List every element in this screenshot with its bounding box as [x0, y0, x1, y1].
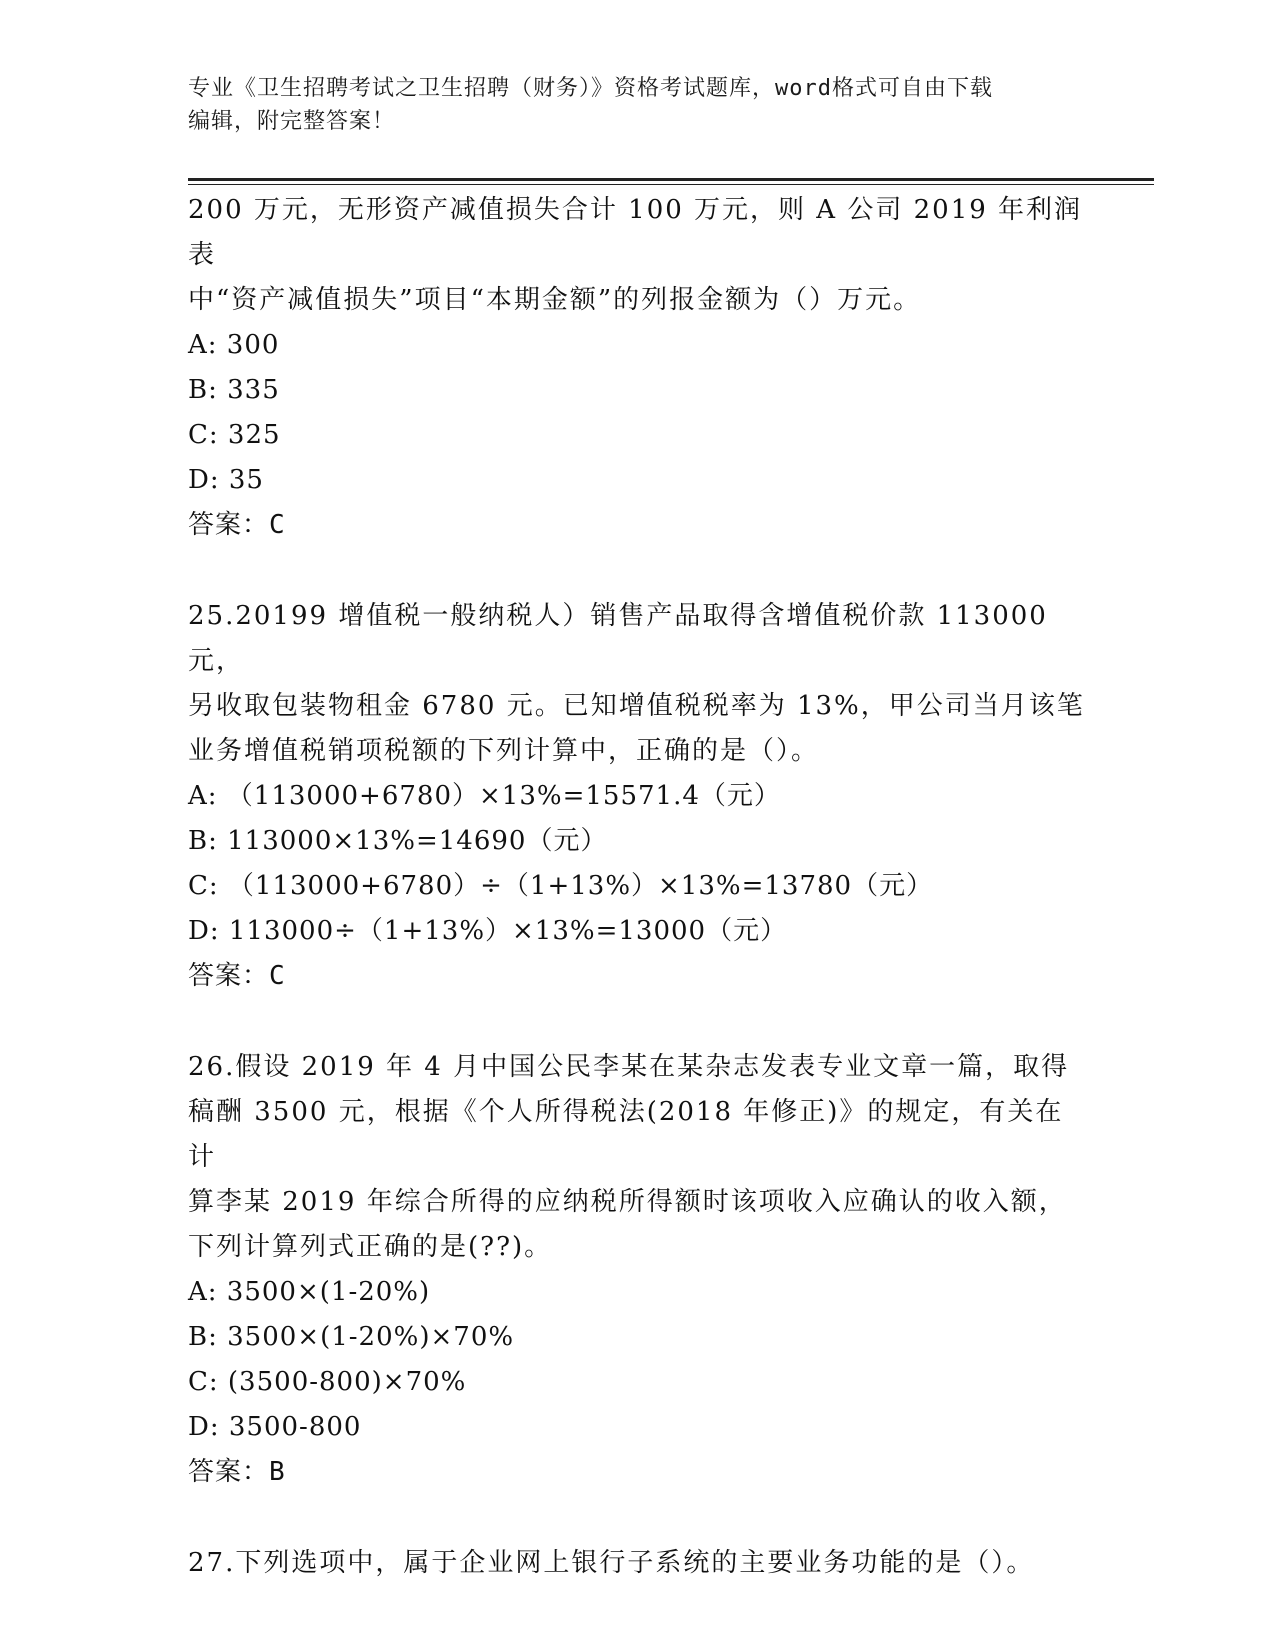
question-text-line: 稿酬 3500 元，根据《个人所得税法(2018 年修正)》的规定，有关在计: [188, 1097, 1064, 1172]
option-d: D: 3500-800: [188, 1412, 362, 1442]
option-a: A: 3500×(1-20%): [188, 1277, 431, 1307]
question-text-line: 27.下列选项中，属于企业网上银行子系统的主要业务功能的是（）。: [188, 1548, 1035, 1578]
option-a: A: （113000+6780）×13%=15571.4（元）: [188, 781, 781, 811]
answer-line: 答案：C: [188, 510, 286, 540]
header-rule-thin: [188, 184, 1154, 185]
question-24-continued: [188, 188, 1088, 548]
option-d: D: 113000÷（1+13%）×13%=13000（元）: [188, 916, 788, 946]
question-25: [188, 594, 1088, 999]
question-text-line: 26.假设 2019 年 4 月中国公民李某在某杂志发表专业文章一篇，取得: [188, 1052, 1070, 1082]
header-rule-thick: [188, 178, 1154, 181]
question-text-line: 另收取包装物租金 6780 元。已知增值税税率为 13%，甲公司当月该笔: [188, 691, 1085, 721]
question-26: [188, 1045, 1088, 1495]
header-line-1: 专业《卫生招聘考试之卫生招聘（财务）》资格考试题库，word格式可自由下载: [188, 76, 993, 101]
option-a: A: 300: [188, 330, 280, 360]
option-c: C: (3500-800)×70%: [188, 1367, 467, 1397]
answer-line: 答案：B: [188, 1457, 286, 1487]
answer-line: 答案：C: [188, 961, 286, 991]
question-text-line: 业务增值税销项税额的下列计算中，正确的是（）。: [188, 736, 820, 766]
question-content: [188, 188, 1088, 1586]
question-27: [188, 1541, 1088, 1586]
question-text-line: 中“资产减值损失”项目“本期金额”的列报金额为（）万元。: [188, 285, 922, 315]
header-line-2: 编辑，附完整答案！: [188, 109, 396, 134]
option-b: B: 3500×(1-20%)×70%: [188, 1322, 515, 1352]
option-b: B: 335: [188, 375, 280, 405]
option-c: C: （113000+6780）÷（1+13%）×13%=13780（元）: [188, 871, 934, 901]
option-b: B: 113000×13%=14690（元）: [188, 826, 608, 856]
question-text-line: 200 万元，无形资产减值损失合计 100 万元，则 A 公司 2019 年利润表: [188, 195, 1083, 270]
option-c: C: 325: [188, 420, 281, 450]
question-text-line: 下列计算列式正确的是(??)。: [188, 1232, 553, 1262]
question-text-line: 算李某 2019 年综合所得的应纳税所得额时该项收入应确认的收入额，: [188, 1187, 1067, 1217]
option-d: D: 35: [188, 465, 264, 495]
document-header: [188, 72, 1088, 138]
question-text-line: 25.20199 增值税一般纳税人）销售产品取得含增值税价款 113000 元，: [188, 601, 1048, 676]
